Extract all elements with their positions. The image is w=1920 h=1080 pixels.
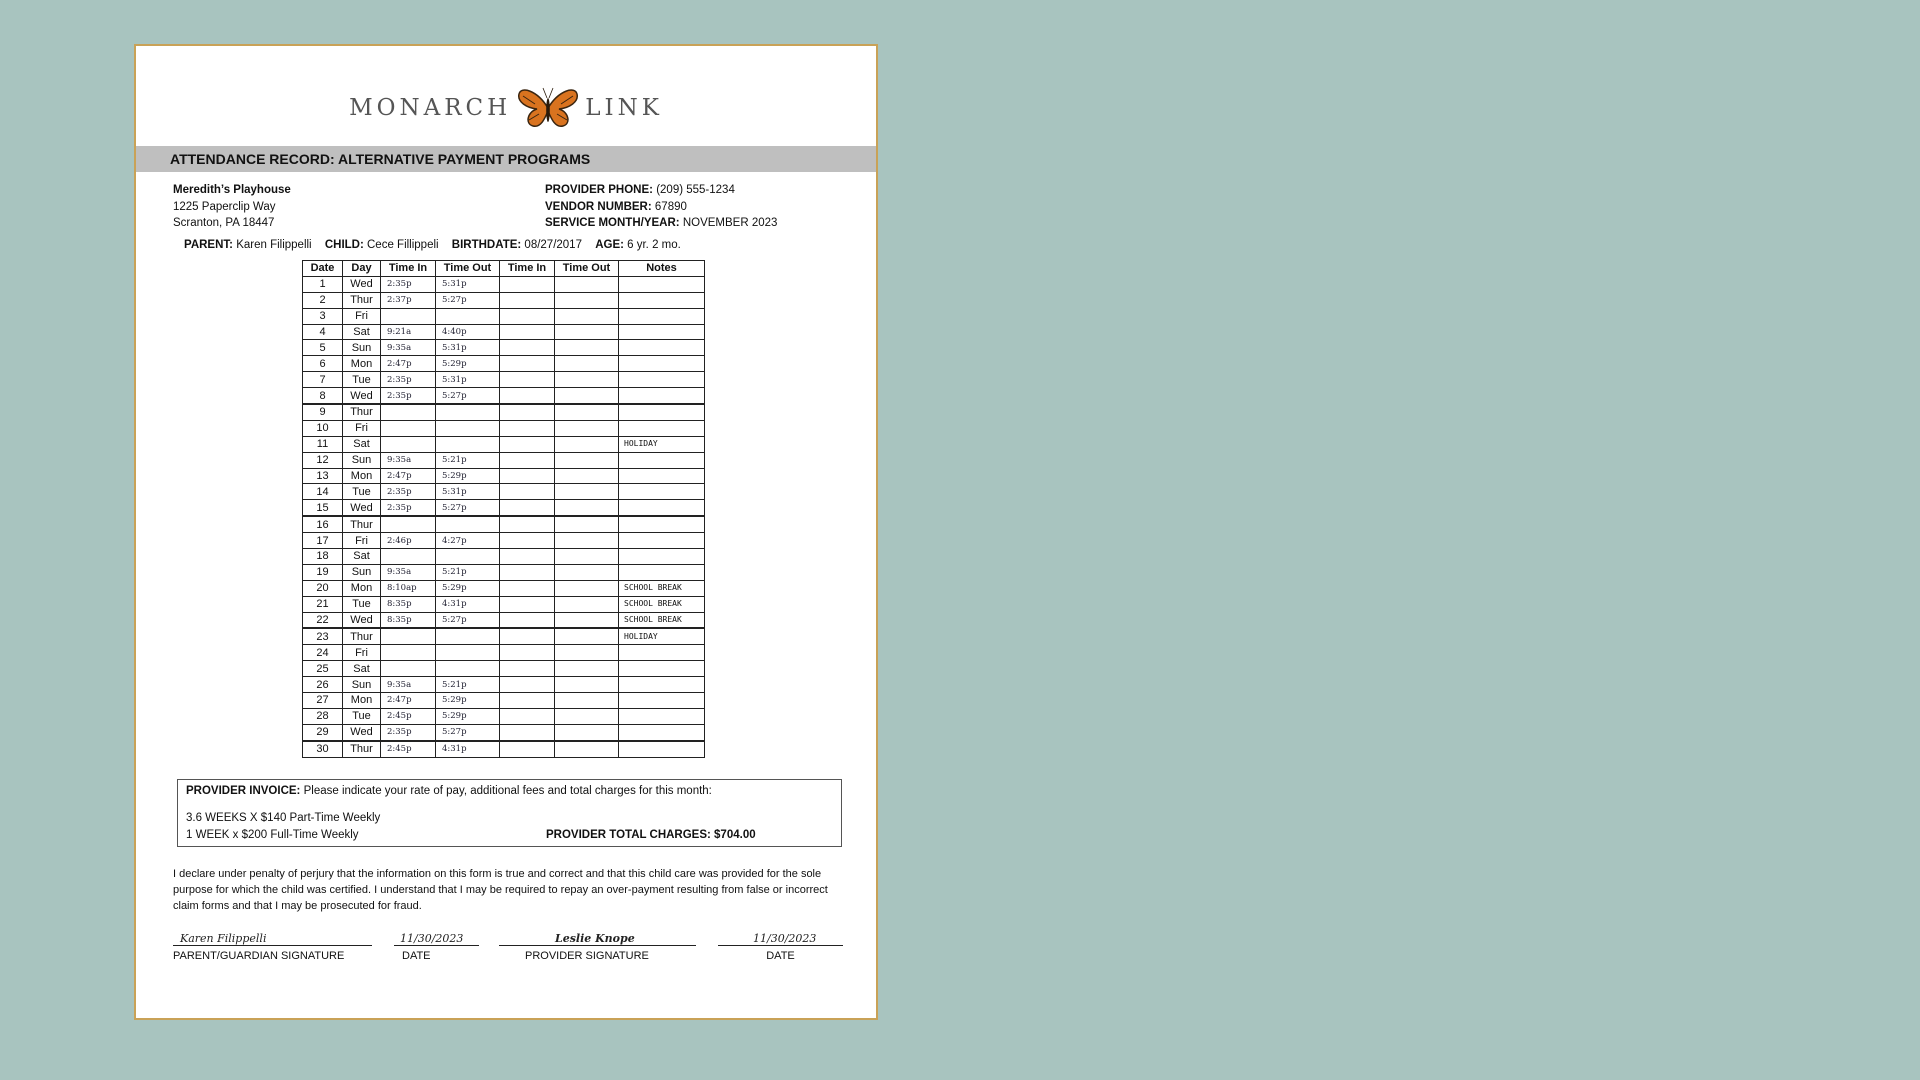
provider-invoice-box (177, 779, 842, 847)
birthdate-value: 08/27/2017 (524, 239, 582, 251)
notes-cell (619, 708, 705, 724)
time-cell (500, 452, 555, 468)
child-label: CHILD: (324, 239, 364, 251)
time-cell (555, 372, 619, 388)
day-cell: Mon (343, 580, 381, 596)
table-row (303, 324, 705, 340)
day-cell: Sun (343, 452, 381, 468)
column-header: Time In (381, 261, 436, 277)
time-cell (500, 741, 555, 757)
logo-text-left: MONARCH (349, 95, 512, 121)
provider-signature-block (499, 929, 696, 962)
day-cell: Wed (343, 724, 381, 740)
notes-cell (619, 724, 705, 740)
notes-cell (619, 308, 705, 324)
time-cell (500, 484, 555, 500)
time-cell (381, 661, 436, 677)
table-row (303, 549, 705, 565)
notes-cell (619, 468, 705, 484)
time-cell (500, 356, 555, 372)
notes-cell: HOLIDAY (619, 436, 705, 452)
time-cell (381, 420, 436, 436)
parent-label: PARENT: (184, 239, 233, 251)
date-cell: 21 (303, 596, 343, 612)
time-cell (436, 549, 500, 565)
time-cell (500, 580, 555, 596)
table-row (303, 436, 705, 452)
provider-signature: Leslie Knope (555, 932, 635, 945)
time-cell (500, 708, 555, 724)
date-cell: 1 (303, 276, 343, 292)
date-cell: 8 (303, 388, 343, 404)
time-cell (500, 596, 555, 612)
form-title: ATTENDANCE RECORD: ALTERNATIVE PAYMENT PROGRAMS (136, 146, 876, 172)
notes-cell (619, 741, 705, 757)
column-header: Time Out (555, 261, 619, 277)
time-cell: 5:29p (436, 468, 500, 484)
day-cell: Thur (343, 292, 381, 308)
table-row (303, 516, 705, 532)
provider-address1: 1225 Paperclip Way (173, 200, 276, 213)
table-row (303, 484, 705, 500)
notes-cell (619, 533, 705, 549)
date-cell: 9 (303, 404, 343, 420)
table-row (303, 596, 705, 612)
vendor-info (545, 182, 777, 232)
time-cell (500, 533, 555, 549)
provider-info (173, 182, 291, 232)
time-cell: 9:35a (381, 677, 436, 693)
time-cell (436, 420, 500, 436)
table-row (303, 741, 705, 757)
column-header: Day (343, 261, 381, 277)
invoice-prompt: Please indicate your rate of pay, additional fees and total charges for this month: (303, 785, 712, 797)
time-cell (500, 324, 555, 340)
time-cell (555, 308, 619, 324)
table-row (303, 564, 705, 580)
date-cell: 18 (303, 549, 343, 565)
time-cell: 2:35p (381, 276, 436, 292)
time-cell (500, 388, 555, 404)
time-cell (555, 436, 619, 452)
time-cell: 4:31p (436, 596, 500, 612)
notes-cell (619, 564, 705, 580)
day-cell: Tue (343, 372, 381, 388)
date-cell: 5 (303, 340, 343, 356)
notes-cell (619, 484, 705, 500)
date-cell: 13 (303, 468, 343, 484)
day-cell: Sun (343, 340, 381, 356)
time-cell: 2:47p (381, 356, 436, 372)
column-header: Notes (619, 261, 705, 277)
day-cell: Sat (343, 661, 381, 677)
provider-date-caption: DATE (766, 950, 795, 962)
table-row (303, 308, 705, 324)
time-cell (436, 628, 500, 644)
time-cell (500, 292, 555, 308)
day-cell: Mon (343, 356, 381, 372)
time-cell (555, 580, 619, 596)
time-cell: 5:31p (436, 340, 500, 356)
notes-cell (619, 452, 705, 468)
notes-cell: SCHOOL BREAK (619, 580, 705, 596)
date-cell: 15 (303, 500, 343, 516)
time-cell (381, 436, 436, 452)
notes-cell (619, 292, 705, 308)
time-cell (555, 533, 619, 549)
service-value: NOVEMBER 2023 (682, 217, 778, 229)
date-cell: 12 (303, 452, 343, 468)
notes-cell (619, 516, 705, 532)
day-cell: Tue (343, 708, 381, 724)
date-cell: 29 (303, 724, 343, 740)
date-cell: 14 (303, 484, 343, 500)
notes-cell (619, 340, 705, 356)
date-cell: 7 (303, 372, 343, 388)
time-cell: 2:35p (381, 372, 436, 388)
vendor-value: 67890 (654, 200, 687, 213)
notes-cell (619, 420, 705, 436)
time-cell (555, 693, 619, 709)
time-cell: 5:27p (436, 388, 500, 404)
day-cell: Tue (343, 596, 381, 612)
notes-cell (619, 372, 705, 388)
time-cell: 5:29p (436, 356, 500, 372)
table-row (303, 661, 705, 677)
time-cell: 8:10ap (381, 580, 436, 596)
day-cell: Sat (343, 324, 381, 340)
time-cell: 9:35a (381, 564, 436, 580)
provider-signature-caption: PROVIDER SIGNATURE (525, 950, 649, 962)
day-cell: Thur (343, 741, 381, 757)
time-cell: 5:21p (436, 677, 500, 693)
butterfly-icon (515, 84, 581, 132)
time-cell: 9:35a (381, 340, 436, 356)
time-cell: 2:35p (381, 724, 436, 740)
date-cell: 2 (303, 292, 343, 308)
time-cell (555, 404, 619, 420)
time-cell: 4:31p (436, 741, 500, 757)
time-cell: 2:35p (381, 388, 436, 404)
time-cell (555, 628, 619, 644)
time-cell: 5:21p (436, 564, 500, 580)
time-cell (500, 500, 555, 516)
monarch-link-logo (136, 84, 876, 132)
time-cell (555, 741, 619, 757)
notes-cell (619, 276, 705, 292)
time-cell (555, 292, 619, 308)
notes-cell (619, 677, 705, 693)
invoice-line1: 3.6 WEEKS X $140 Part-Time Weekly (186, 812, 381, 824)
table-row (303, 468, 705, 484)
time-cell: 2:45p (381, 741, 436, 757)
table-row (303, 340, 705, 356)
invoice-line2: 1 WEEK x $200 Full-Time Weekly (186, 829, 359, 841)
time-cell (555, 661, 619, 677)
column-header: Date (303, 261, 343, 277)
day-cell: Tue (343, 484, 381, 500)
logo-text-right: LINK (585, 95, 663, 121)
time-cell (500, 661, 555, 677)
time-cell (500, 693, 555, 709)
time-cell (555, 724, 619, 740)
time-cell: 2:35p (381, 484, 436, 500)
time-cell (436, 516, 500, 532)
time-cell (381, 516, 436, 532)
time-cell (555, 612, 619, 628)
invoice-total: PROVIDER TOTAL CHARGES: $704.00 (546, 829, 756, 841)
table-row (303, 708, 705, 724)
table-row (303, 612, 705, 628)
time-cell (500, 612, 555, 628)
time-cell: 4:40p (436, 324, 500, 340)
day-cell: Wed (343, 276, 381, 292)
date-cell: 11 (303, 436, 343, 452)
time-cell: 2:47p (381, 693, 436, 709)
notes-cell (619, 693, 705, 709)
day-cell: Fri (343, 533, 381, 549)
time-cell (500, 564, 555, 580)
time-cell: 2:45p (381, 708, 436, 724)
day-cell: Wed (343, 500, 381, 516)
time-cell (500, 420, 555, 436)
time-cell (555, 500, 619, 516)
time-cell (500, 468, 555, 484)
time-cell (500, 308, 555, 324)
notes-cell (619, 549, 705, 565)
date-cell: 10 (303, 420, 343, 436)
parent-signature-block (173, 929, 372, 962)
time-cell (555, 452, 619, 468)
time-cell (381, 628, 436, 644)
birthdate-label: BIRTHDATE: (451, 239, 522, 251)
date-cell: 30 (303, 741, 343, 757)
time-cell (436, 436, 500, 452)
time-cell (500, 516, 555, 532)
table-row (303, 356, 705, 372)
parent-date-caption: DATE (402, 950, 431, 962)
table-row (303, 693, 705, 709)
date-cell: 26 (303, 677, 343, 693)
time-cell (500, 436, 555, 452)
table-row (303, 677, 705, 693)
table-row (303, 420, 705, 436)
time-cell (555, 596, 619, 612)
time-cell: 5:21p (436, 452, 500, 468)
provider-date-block (718, 929, 843, 962)
notes-cell (619, 324, 705, 340)
table-row (303, 580, 705, 596)
time-cell: 5:27p (436, 612, 500, 628)
notes-cell: HOLIDAY (619, 628, 705, 644)
time-cell: 5:29p (436, 580, 500, 596)
day-cell: Fri (343, 420, 381, 436)
time-cell (500, 404, 555, 420)
table-row (303, 404, 705, 420)
time-cell (555, 388, 619, 404)
time-cell (500, 628, 555, 644)
day-cell: Thur (343, 516, 381, 532)
time-cell: 8:35p (381, 596, 436, 612)
table-row (303, 276, 705, 292)
notes-cell (619, 356, 705, 372)
day-cell: Fri (343, 645, 381, 661)
date-cell: 23 (303, 628, 343, 644)
time-cell: 9:35a (381, 452, 436, 468)
time-cell (555, 645, 619, 661)
parent-signature: Karen Filippelli (180, 932, 267, 945)
time-cell: 2:46p (381, 533, 436, 549)
time-cell (436, 661, 500, 677)
table-row (303, 628, 705, 644)
time-cell (500, 549, 555, 565)
attendance-document (134, 44, 878, 1020)
table-row (303, 724, 705, 740)
time-cell (500, 276, 555, 292)
time-cell (500, 677, 555, 693)
time-cell (555, 420, 619, 436)
phone-label: PROVIDER PHONE: (545, 184, 653, 196)
time-cell (555, 324, 619, 340)
time-cell: 5:31p (436, 484, 500, 500)
child-value: Cece Fillippeli (367, 239, 439, 251)
time-cell: 5:27p (436, 292, 500, 308)
time-cell (500, 724, 555, 740)
time-cell (436, 404, 500, 420)
table-row (303, 645, 705, 661)
date-cell: 24 (303, 645, 343, 661)
notes-cell (619, 404, 705, 420)
day-cell: Sat (343, 549, 381, 565)
invoice-label: PROVIDER INVOICE: (186, 785, 301, 797)
table-row (303, 372, 705, 388)
time-cell (500, 372, 555, 388)
time-cell (555, 549, 619, 565)
time-cell: 2:37p (381, 292, 436, 308)
time-cell (381, 404, 436, 420)
date-cell: 16 (303, 516, 343, 532)
time-cell (500, 645, 555, 661)
time-cell: 5:29p (436, 708, 500, 724)
time-cell (555, 468, 619, 484)
provider-address2: Scranton, PA 18447 (173, 217, 275, 229)
service-label: SERVICE MONTH/YEAR: (545, 217, 680, 229)
column-header: Time In (500, 261, 555, 277)
day-cell: Thur (343, 404, 381, 420)
day-cell: Wed (343, 612, 381, 628)
table-row (303, 500, 705, 516)
age-label: AGE: (595, 239, 624, 251)
parent-signature-caption: PARENT/GUARDIAN SIGNATURE (173, 950, 345, 962)
time-cell: 5:29p (436, 693, 500, 709)
table-row (303, 452, 705, 468)
date-cell: 4 (303, 324, 343, 340)
time-cell: 5:27p (436, 500, 500, 516)
day-cell: Thur (343, 628, 381, 644)
time-cell: 9:21a (381, 324, 436, 340)
family-info (184, 239, 681, 251)
date-cell: 6 (303, 356, 343, 372)
time-cell (500, 340, 555, 356)
parent-value: Karen Filippelli (236, 239, 312, 251)
time-cell: 2:35p (381, 500, 436, 516)
vendor-label: VENDOR NUMBER: (545, 200, 652, 213)
date-cell: 25 (303, 661, 343, 677)
time-cell (436, 308, 500, 324)
parent-date-block (394, 929, 479, 962)
day-cell: Mon (343, 468, 381, 484)
column-header: Time Out (436, 261, 500, 277)
time-cell (555, 708, 619, 724)
time-cell (555, 516, 619, 532)
day-cell: Fri (343, 308, 381, 324)
day-cell: Sun (343, 564, 381, 580)
day-cell: Mon (343, 693, 381, 709)
notes-cell (619, 388, 705, 404)
date-cell: 28 (303, 708, 343, 724)
time-cell: 5:27p (436, 724, 500, 740)
time-cell (555, 356, 619, 372)
time-cell (555, 340, 619, 356)
time-cell (555, 276, 619, 292)
provider-name: Meredith’s Playhouse (173, 184, 291, 196)
time-cell: 4:27p (436, 533, 500, 549)
notes-cell (619, 661, 705, 677)
notes-cell (619, 645, 705, 661)
date-cell: 20 (303, 580, 343, 596)
day-cell: Sun (343, 677, 381, 693)
age-value: 6 yr. 2 mo. (627, 239, 681, 251)
day-cell: Sat (343, 436, 381, 452)
time-cell: 5:31p (436, 276, 500, 292)
time-cell (381, 308, 436, 324)
date-cell: 22 (303, 612, 343, 628)
date-cell: 19 (303, 564, 343, 580)
date-cell: 3 (303, 308, 343, 324)
time-cell (381, 549, 436, 565)
table-row (303, 533, 705, 549)
provider-date: 11/30/2023 (753, 932, 817, 945)
time-cell (381, 645, 436, 661)
declaration-text: I declare under penalty of perjury that the information on this form is true and correct and that this child care was provided for the sole purpose for which the child was certified. I understand that I may be required to repay an over-payment resulting from false or incorrect claim forms and that I may be prosecuted for fraud. (173, 868, 828, 912)
time-cell (555, 484, 619, 500)
time-cell (555, 564, 619, 580)
phone-value: (209) 555-1234 (656, 184, 735, 196)
time-cell (436, 645, 500, 661)
time-cell: 8:35p (381, 612, 436, 628)
notes-cell: SCHOOL BREAK (619, 596, 705, 612)
parent-date: 11/30/2023 (400, 932, 464, 945)
time-cell: 2:47p (381, 468, 436, 484)
date-cell: 27 (303, 693, 343, 709)
date-cell: 17 (303, 533, 343, 549)
table-row (303, 292, 705, 308)
attendance-table (302, 260, 705, 758)
day-cell: Wed (343, 388, 381, 404)
notes-cell (619, 500, 705, 516)
time-cell: 5:31p (436, 372, 500, 388)
time-cell (555, 677, 619, 693)
table-row (303, 388, 705, 404)
notes-cell: SCHOOL BREAK (619, 612, 705, 628)
